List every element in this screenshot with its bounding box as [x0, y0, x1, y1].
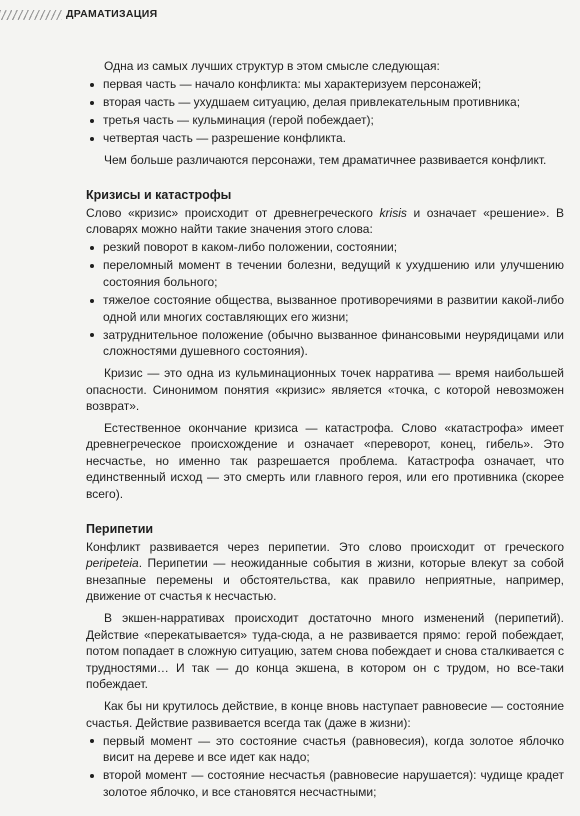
section-heading-crises: Кризисы и катастрофы	[86, 187, 232, 202]
running-title: ДРАМАТИЗАЦИЯ	[66, 8, 158, 20]
list-item: первый момент — это состояние счастья (равновесия), когда золотое яблочко висит на дереве и все идет как надо;	[86, 733, 564, 766]
list-item: третья часть — кульминация (герой побеждает);	[86, 112, 564, 129]
term-krisis: krisis	[379, 205, 407, 220]
text-run: . Перипетии — неожиданные события в жизни, которые влекут за собой внезапные перемены и обстоятельства, как правило неприятные, например, движение от счастья к несчастью.	[86, 556, 564, 604]
intro-closing: Чем больше различаются персонажи, тем драматичнее развивается конфликт.	[104, 152, 547, 167]
list-item: тяжелое состояние общества, вызванное противоречиями в развитии какой-либо одной или многих составляющих его жизни;	[86, 292, 564, 325]
text-run: Слово «кризис» происходит от древнегреческого	[86, 205, 380, 220]
section-heading-peripeteia: Перипетии	[86, 521, 154, 536]
list-item: первая часть — начало конфликта: мы характеризуем персонажей;	[86, 76, 564, 93]
list-item: четвертая часть — разрешение конфликта.	[86, 130, 564, 147]
list-item: переломный момент в течении болезни, ведущий к ухудшению или улучшению состояния больного;	[86, 257, 564, 290]
page-header	[0, 0, 580, 26]
page-body	[86, 58, 564, 802]
paragraph: В экшен-нарративах происходит достаточно много изменений (перипетий). Действие «перекатывается» туда-сюда, а не развивается прямо: герой побеждает, потом попадает в сложную ситуацию, затем снова побеждает и снова сталкивается с трудностями… И так — до конца экшена, в котором он с трудом, но все-таки побеждает.	[86, 611, 564, 692]
list-item: вторая часть — ухудшаем ситуацию, делая привлекательным противника;	[86, 94, 564, 111]
crisis-meanings-list	[86, 239, 564, 360]
text-run: и означает «решение». В словарях можно найти такие значения этого слова:	[86, 205, 564, 237]
list-item: затруднительное положение (обычно вызванное финансовыми неурядицами или сложностями душевного состояния).	[86, 327, 564, 360]
paragraph: Как бы ни крутилось действие, в конце вновь наступает равновесие — состояние счастья. Действие развивается всегда так (даже в жизни):	[86, 699, 564, 730]
list-item: резкий поворот в каком-либо положении, состоянии;	[86, 239, 564, 256]
term-peripeteia: peripeteia	[86, 556, 139, 571]
paragraph	[86, 539, 564, 605]
paragraph	[86, 205, 564, 238]
list-item: второй момент — состояние несчастья (равновесие нарушается): чудище крадет золотое яблочко, и все становятся несчастными;	[86, 767, 564, 800]
structure-list	[86, 76, 564, 147]
text-run: Конфликт развивается через перипетии. Это слово происходит от греческого	[86, 539, 564, 554]
paragraph: Естественное окончание кризиса — катастрофа. Слово «катастрофа» имеет древнегреческое происхождение и означает «переворот, конец, гибель». Это несчастье, но именно так разрешается проблема. Катастрофа означает, что единственный исход — это смерть или главного героя, или его противника (скорее всего).	[86, 420, 564, 502]
intro-lead: Одна из самых лучших структур в этом смысле следующая:	[104, 59, 440, 73]
action-moments-list	[86, 733, 564, 801]
decorative-stripes	[0, 10, 62, 20]
paragraph: Кризис — это одна из кульминационных точек нарратива — время наибольшей опасности. Синонимом понятия «кризис» является «точка, с которой невозможен возврат».	[86, 365, 564, 414]
